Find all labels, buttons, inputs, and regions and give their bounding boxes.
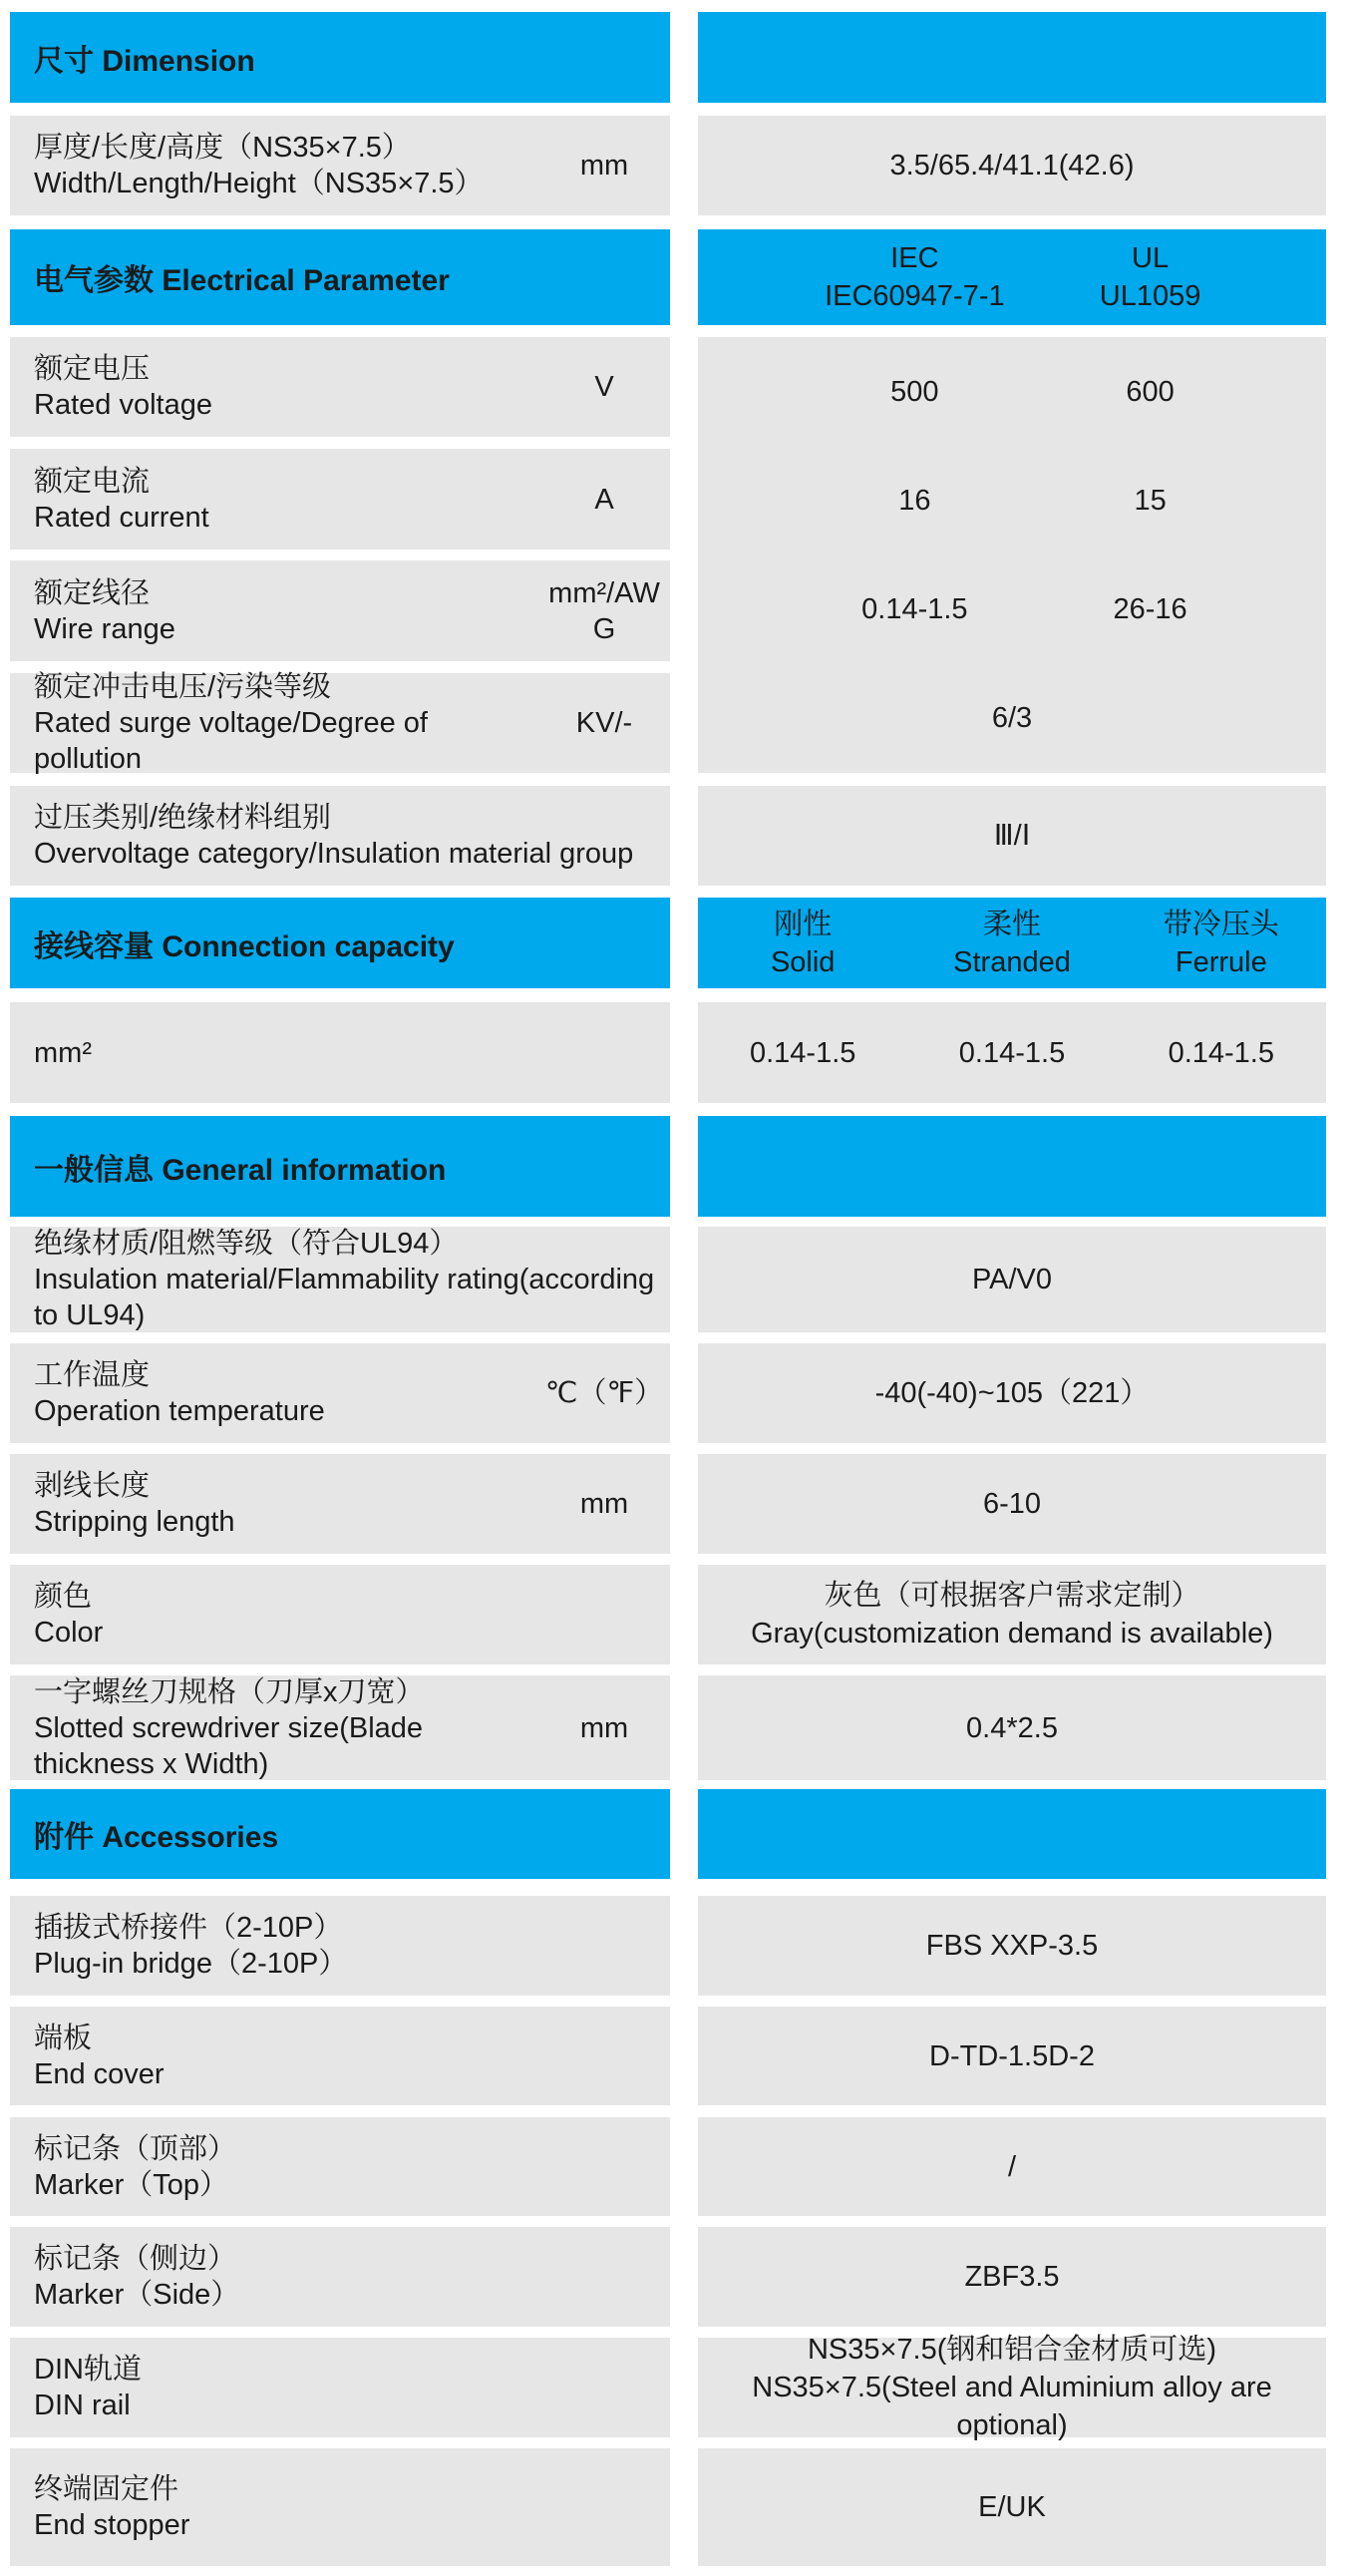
rated-voltage-label-en: Rated voltage (34, 389, 212, 421)
capacity-solid: 0.14-1.5 (749, 1036, 856, 1069)
endstopper-value: E/UK (698, 2448, 1326, 2566)
temperature-unit: ℃（℉） (544, 1377, 664, 1409)
overvoltage-label-zh: 过压类别/绝缘材料组别 (34, 802, 332, 834)
wire-range-ul: 26-16 (1113, 593, 1187, 626)
stripping-label-en: Stripping length (34, 1506, 235, 1538)
section-accessories-header (10, 1789, 1350, 1879)
row-marker-side (10, 2227, 1350, 2327)
row-marker-top (10, 2117, 1350, 2216)
temperature-label-en: Operation temperature (34, 1395, 325, 1427)
dimension-label-en: Width/Length/Height（NS35×7.5） (34, 168, 484, 199)
temperature-value: -40(-40)~105（221） (698, 1343, 1326, 1443)
marker-side-label-en: Marker（Side） (34, 2279, 240, 2311)
din-value-zh: NS35×7.5(钢和铝合金材质可选) (807, 2334, 1217, 2366)
standard-ul-code: UL1059 (1099, 280, 1201, 312)
wire-range-unit: mm²/AWG (548, 576, 660, 645)
endcover-value: D-TD-1.5D-2 (698, 2007, 1326, 2105)
col-ferrule-zh: 带冷压头 (1163, 908, 1279, 940)
marker-top-label-en: Marker（Top） (34, 2168, 228, 2201)
row-end-cover (10, 2007, 1350, 2105)
row-rated-voltage (10, 337, 670, 437)
insulation-value: PA/V0 (698, 1227, 1326, 1332)
rated-current-unit: A (594, 483, 614, 516)
row-temperature (10, 1343, 1350, 1443)
color-label-en: Color (34, 1617, 104, 1649)
electrical-standards-header (698, 229, 1326, 325)
marker-side-value: ZBF3.5 (698, 2227, 1326, 2327)
overvoltage-label-en: Overvoltage category/Insulation material group (34, 838, 634, 870)
section-title-electrical: 电气参数 Electrical Parameter (10, 229, 670, 325)
col-stranded-zh: 柔性 (982, 908, 1042, 940)
stripping-label-zh: 剥线长度 (34, 1470, 151, 1502)
marker-side-label-zh: 标记条（侧边） (34, 2243, 237, 2275)
row-stripping (10, 1454, 1350, 1554)
col-solid-en: Solid (770, 945, 836, 978)
section-title-dimension: 尺寸 Dimension (10, 12, 670, 103)
row-din-rail (10, 2334, 1350, 2441)
wire-range-iec: 0.14-1.5 (861, 593, 968, 626)
wire-range-values (698, 555, 1326, 664)
rated-voltage-unit: V (594, 371, 614, 403)
standard-iec-name: IEC (890, 242, 939, 274)
col-solid (771, 906, 836, 981)
section-connection-header (10, 898, 1350, 988)
endstopper-label-en: End stopper (34, 2509, 190, 2541)
screwdriver-label-en: Slotted screwdriver size(Blade thickness x Width) (34, 1711, 424, 1780)
color-value-zh: 灰色（可根据客户需求定制） (824, 1580, 1200, 1612)
temperature-label-zh: 工作温度 (34, 1359, 151, 1391)
color-value-en: Gray(customization demand is available) (751, 1618, 1273, 1650)
overvoltage-value: Ⅲ/Ⅰ (698, 786, 1326, 886)
rated-voltage-values (698, 337, 1326, 446)
surge-voltage-label-en: Rated surge voltage/Degree of pollution (34, 707, 428, 775)
din-label-zh: DIN轨道 (34, 2354, 142, 2386)
standard-iec (825, 239, 1005, 315)
capacity-stranded: 0.14-1.5 (958, 1036, 1066, 1069)
section-title-general: 一般信息 General information (10, 1116, 670, 1217)
connection-columns-header (698, 898, 1326, 988)
row-wire-range (10, 560, 670, 661)
section-general-header (10, 1116, 1350, 1217)
col-solid-zh: 刚性 (774, 908, 833, 940)
endcover-label-en: End cover (34, 2057, 165, 2090)
col-stranded-en: Stranded (953, 945, 1071, 978)
row-connection-capacity (10, 1002, 1350, 1103)
section-title-accessories: 附件 Accessories (10, 1789, 670, 1879)
rated-current-label-zh: 额定电流 (34, 465, 151, 498)
section-accessories-header-right (698, 1789, 1326, 1879)
insulation-label-zh: 绝缘材质/阻燃等级（符合UL94） (34, 1228, 459, 1260)
row-insulation (10, 1227, 1350, 1332)
row-screwdriver (10, 1675, 1350, 1780)
bridge-label-zh: 插拔式桥接件（2-10P） (34, 1912, 343, 1944)
standard-ul (1100, 239, 1201, 315)
col-ferrule-en: Ferrule (1175, 945, 1267, 978)
din-label-en: DIN rail (34, 2390, 131, 2421)
row-rated-current (10, 449, 670, 550)
standard-ul-name: UL (1132, 242, 1170, 274)
stripping-value: 6-10 (698, 1454, 1326, 1554)
screwdriver-unit: mm (579, 1711, 629, 1744)
rated-voltage-iec: 500 (890, 375, 939, 408)
surge-voltage-value: 6/3 (991, 701, 1033, 734)
rated-current-iec: 16 (898, 484, 931, 517)
wire-range-label-zh: 额定线径 (34, 576, 151, 609)
rated-voltage-label-zh: 额定电压 (34, 353, 151, 385)
din-value-en: NS35×7.5(Steel and Aluminium alloy are optional) (752, 2372, 1272, 2441)
standard-iec-code: IEC60947-7-1 (825, 280, 1005, 312)
electrical-values-cell (698, 337, 1326, 773)
row-dimension (10, 116, 1350, 215)
dimension-value: 3.5/65.4/41.1(42.6) (698, 116, 1326, 215)
endcover-label-zh: 端板 (34, 2022, 93, 2054)
color-value (698, 1565, 1326, 1664)
capacity-label: mm² (34, 1036, 92, 1069)
rated-current-ul: 15 (1134, 484, 1167, 517)
surge-voltage-label-zh: 额定冲击电压/污染等级 (34, 671, 332, 703)
capacity-ferrule: 0.14-1.5 (1168, 1036, 1274, 1069)
marker-top-label-zh: 标记条（顶部） (34, 2132, 237, 2165)
marker-top-value: / (698, 2117, 1326, 2216)
section-dimension-header-right (698, 12, 1326, 103)
row-overvoltage (10, 786, 1350, 886)
din-value (698, 2334, 1326, 2441)
screwdriver-label-zh: 一字螺丝刀规格（刀厚x刀宽） (34, 1675, 425, 1708)
section-general-header-right (698, 1116, 1326, 1217)
row-plug-in-bridge (10, 1896, 1350, 1996)
endstopper-label-zh: 终端固定件 (34, 2473, 179, 2505)
col-ferrule (1164, 906, 1279, 981)
row-surge-voltage (10, 673, 670, 773)
section-title-connection: 接线容量 Connection capacity (10, 898, 670, 988)
row-color (10, 1565, 1350, 1664)
capacity-values (698, 1002, 1326, 1103)
surge-voltage-unit: KV/- (575, 707, 633, 739)
stripping-unit: mm (579, 1488, 629, 1520)
bridge-label-en: Plug-in bridge（2-10P） (34, 1948, 348, 1980)
section-dimension-header (10, 12, 1350, 103)
dimension-label (34, 130, 484, 201)
rated-current-label-en: Rated current (34, 501, 209, 534)
col-stranded (953, 906, 1071, 981)
insulation-label-en: Insulation material/Flammability rating(according to UL94) (34, 1264, 655, 1331)
dimension-unit: mm (579, 150, 629, 182)
bridge-value: FBS XXP-3.5 (698, 1896, 1326, 1996)
row-end-stopper (10, 2448, 1350, 2566)
screwdriver-value: 0.4*2.5 (698, 1675, 1326, 1780)
section-electrical-header (10, 229, 1350, 325)
rated-current-values (698, 446, 1326, 554)
electrical-parameters-block (10, 337, 1350, 773)
dimension-label-zh: 厚度/长度/高度（NS35×7.5） (34, 132, 411, 164)
wire-range-label-en: Wire range (34, 612, 175, 645)
color-label-zh: 颜色 (34, 1581, 93, 1613)
rated-voltage-ul: 600 (1126, 375, 1175, 408)
